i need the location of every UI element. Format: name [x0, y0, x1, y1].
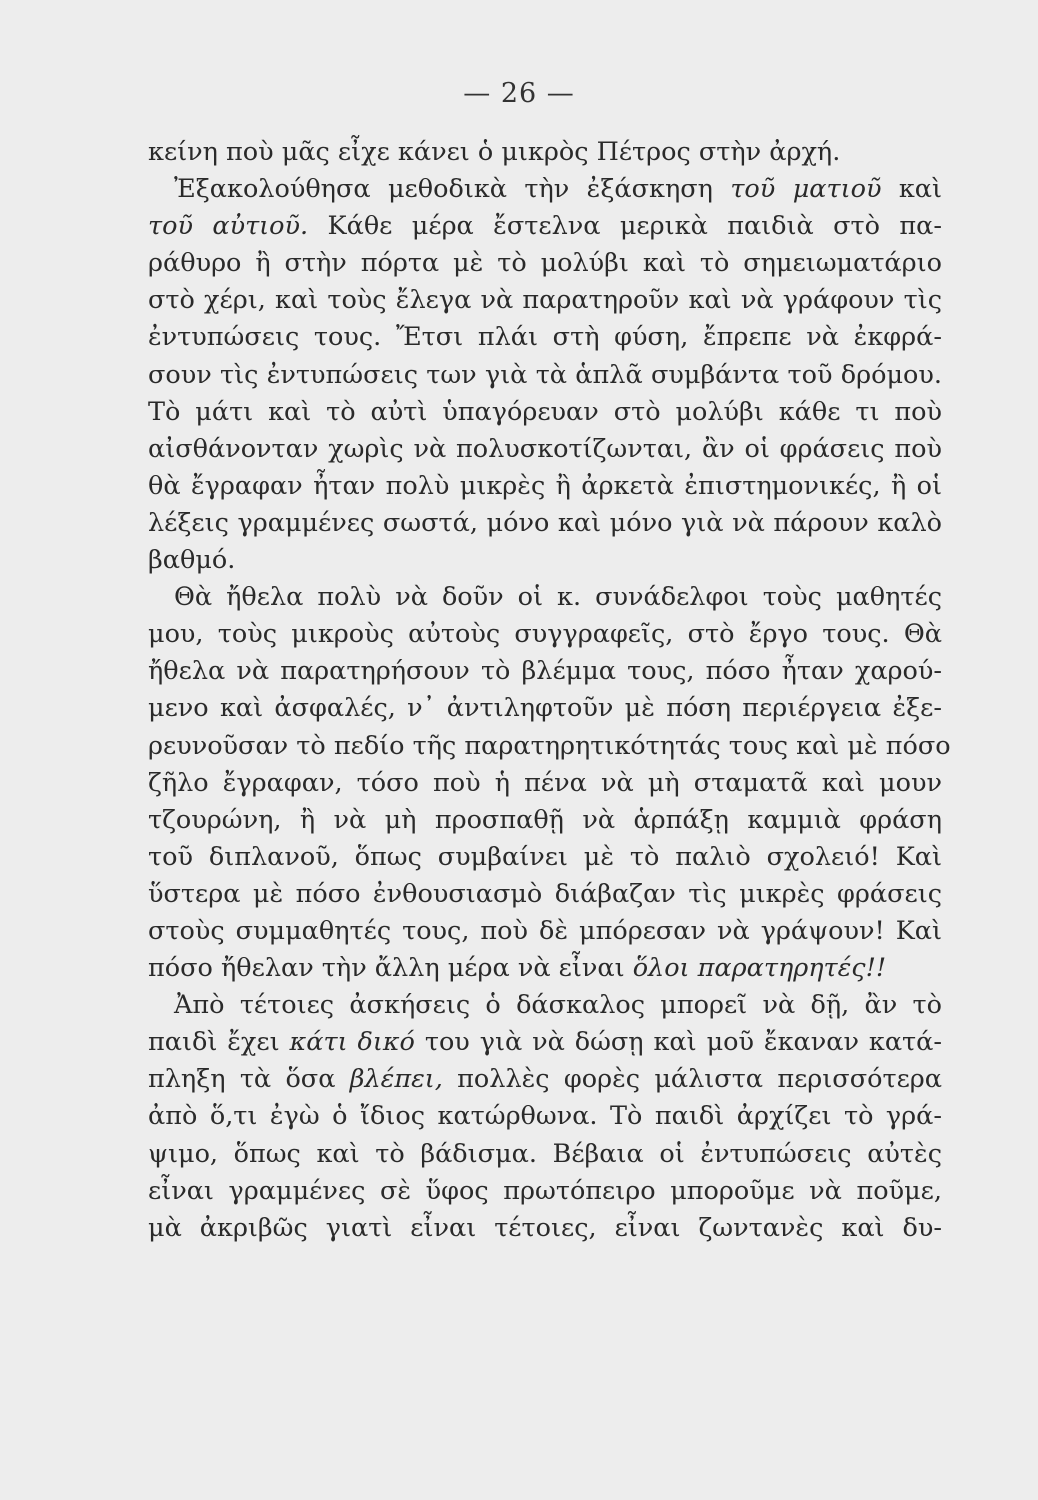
page-number: — 26 — — [463, 78, 575, 109]
text-line — [148, 616, 942, 653]
text-run: Κάθε μέρα ἔστελνα μερικὰ παιδιὰ στὸ πα- — [308, 211, 942, 242]
italic-text-run: τοῦ ματιοῦ — [730, 174, 882, 205]
text-run: ρευνοῦσαν τὸ πεδίο τῆς παρατηρητικότητάς τους καὶ μὲ πόσο — [148, 730, 951, 761]
text-line — [148, 431, 942, 468]
text-line — [148, 542, 942, 579]
text-line — [148, 1061, 942, 1098]
italic-text-run: τοῦ αὐτιοῦ. — [148, 211, 309, 242]
text-run: Ἐξακολούθησα μεθοδικὰ τὴν ἐξάσκηση — [174, 174, 731, 205]
text-run: ζῆλο ἔγραφαν, τόσο ποὺ ἡ πένα νὰ μὴ σταματᾶ καὶ μουν — [148, 767, 942, 798]
text-line — [148, 1136, 942, 1173]
text-line — [148, 950, 942, 987]
text-line — [148, 913, 942, 950]
text-run: πόσο ἤθελαν τὴν ἄλλη μέρα νὰ εἶναι — [148, 953, 633, 984]
text-line — [148, 579, 942, 616]
italic-text-run: κάτι δικό — [289, 1027, 415, 1058]
text-run: θὰ ἔγραφαν ἦταν πολὺ μικρὲς ἢ ἀρκετὰ ἐπιστημονικές, ἢ οἱ — [148, 470, 942, 501]
text-run: Θὰ ἤθελα πολὺ νὰ δοῦν οἱ κ. συνάδελφοι τοὺς μαθητές — [174, 582, 942, 613]
text-run: παιδὶ ἔχει — [148, 1027, 290, 1058]
text-line — [148, 1024, 942, 1061]
text-line — [148, 728, 951, 765]
text-line — [148, 208, 942, 245]
text-run: Τὸ μάτι καὶ τὸ αὐτὶ ὑπαγόρευαν στὸ μολύβι κάθε τι ποὺ — [148, 396, 942, 427]
text-line — [148, 1098, 942, 1135]
text-run: σουν τὶς ἐντυπώσεις των γιὰ τὰ ἁπλᾶ συμβάντα τοῦ δρόμου. — [148, 359, 942, 390]
text-line — [148, 1173, 942, 1210]
text-run: ἀπὸ ὅ,τι ἐγὼ ὁ ἴδιος κατώρθωνα. Τὸ παιδὶ ἀρχίζει τὸ γρά- — [148, 1101, 942, 1132]
text-run: μὰ ἀκριβῶς γιατὶ εἶναι τέτοιες, εἶναι ζωντανὲς καὶ δυ- — [148, 1212, 942, 1243]
text-line — [148, 468, 942, 505]
text-line — [148, 245, 942, 282]
text-run: ὕστερα μὲ πόσο ἐνθουσιασμὸ διάβαζαν τὶς μικρὲς φράσεις — [148, 878, 942, 909]
text-line — [148, 839, 942, 876]
text-run: τοῦ διπλανοῦ, ὅπως συμβαίνει μὲ τὸ παλιὸ σχολειό! Καὶ — [148, 841, 942, 872]
text-line — [148, 357, 942, 394]
text-line — [148, 134, 942, 171]
text-line — [148, 394, 942, 431]
italic-text-run: βλέπει, — [349, 1064, 443, 1095]
text-line — [148, 690, 942, 727]
text-run: ψιμο, ὅπως καὶ τὸ βάδισμα. Βέβαια οἱ ἐντυπώσεις αὐτὲς — [148, 1138, 942, 1169]
italic-text-run: ὅλοι παρατηρητές!! — [632, 953, 887, 984]
text-run: τζουρώνη, ἢ νὰ μὴ προσπαθῇ νὰ ἁρπάξῃ καμμιὰ φράση — [148, 804, 942, 835]
text-line — [148, 1210, 942, 1247]
text-line — [148, 319, 942, 356]
text-run: ράθυρο ἢ στὴν πόρτα μὲ τὸ μολύβι καὶ τὸ σημειωματάριο — [148, 248, 942, 279]
text-run: Ἀπὸ τέτοιες ἀσκήσεις ὁ δάσκαλος μπορεῖ νὰ δῇ, ἂν τὸ — [174, 990, 942, 1021]
text-line — [148, 282, 942, 319]
text-line — [148, 171, 942, 208]
text-line — [148, 987, 942, 1024]
text-run: βαθμό. — [148, 545, 236, 576]
text-line — [148, 876, 942, 913]
text-run: καὶ — [881, 174, 943, 205]
text-run: λέξεις γραμμένες σωστά, μόνο καὶ μόνο γιὰ νὰ πάρουν καλὸ — [148, 507, 942, 538]
text-run: πληξη τὰ ὅσα — [148, 1064, 350, 1095]
text-run: κείνη ποὺ μᾶς εἶχε κάνει ὁ μικρὸς Πέτρος στὴν ἀρχή. — [148, 137, 841, 167]
text-line — [148, 765, 942, 802]
text-run: πολλὲς φορὲς μάλιστα περισσότερα — [442, 1064, 942, 1095]
text-run: αἰσθάνονταν χωρὶς νὰ πολυσκοτίζωνται, ἂν οἱ φράσεις ποὺ — [148, 433, 942, 464]
text-run: του γιὰ νὰ δώσῃ καὶ μοῦ ἔκαναν κατά- — [414, 1027, 942, 1058]
body-text — [148, 134, 951, 1247]
text-line — [148, 802, 942, 839]
text-run: στοὺς συμμαθητές τους, ποὺ δὲ μπόρεσαν νὰ γράψουν! Καὶ — [148, 915, 942, 946]
text-run: εἶναι γραμμένες σὲ ὕφος πρωτόπειρο μποροῦμε νὰ ποῦμε, — [148, 1175, 942, 1206]
text-run: στὸ χέρι, καὶ τοὺς ἔλεγα νὰ παρατηροῦν καὶ νὰ γράφουν τὶς — [148, 285, 942, 316]
text-run: ἤθελα νὰ παρατηρήσουν τὸ βλέμμα τους, πόσο ἦταν χαρού- — [148, 656, 942, 687]
text-run: ἐντυπώσεις τους. Ἔτσι πλάι στὴ φύση, ἔπρεπε νὰ ἐκφρά- — [148, 322, 942, 353]
text-line — [148, 505, 942, 542]
text-run: μου, τοὺς μικροὺς αὐτοὺς συγγραφεῖς, στὸ ἔργο τους. Θὰ — [148, 619, 942, 650]
text-line — [148, 653, 942, 690]
text-run: μενο καὶ ἀσφαλές, ν᾽ ἀντιληφτοῦν μὲ πόση περιέργεια ἐξε- — [148, 693, 942, 724]
